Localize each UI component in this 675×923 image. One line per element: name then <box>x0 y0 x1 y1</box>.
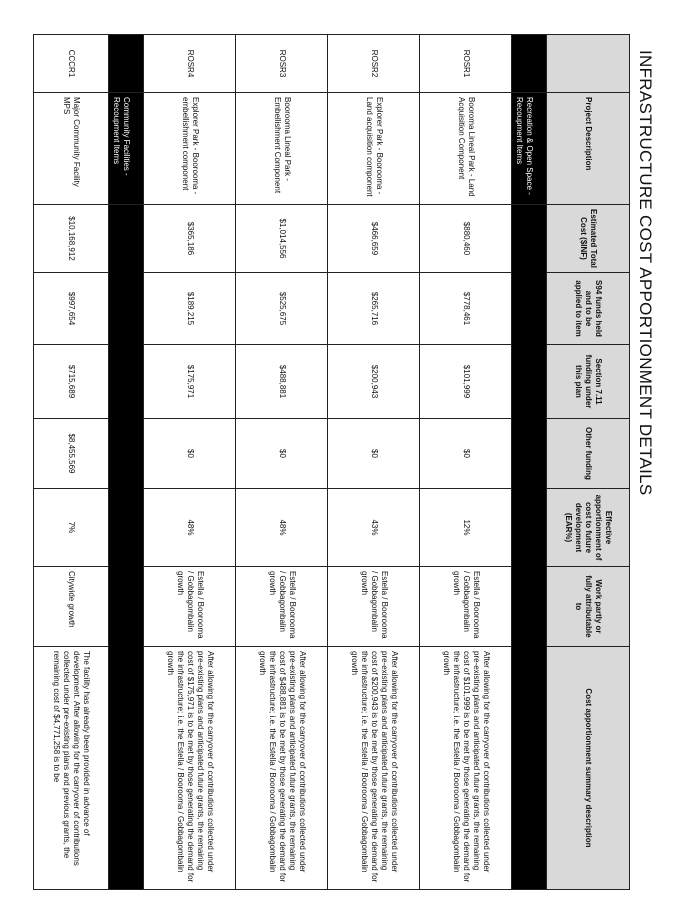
row-code: ROSR2 <box>328 35 420 93</box>
row-other-funding: $0 <box>236 419 328 489</box>
header-summary: Cost apportionment summary description <box>547 647 630 890</box>
row-attributable: Estella / Boorooma / Gobbagombalin growth <box>420 567 512 647</box>
header-s711-funding: Section 7.11 funding under this plan <box>547 345 630 419</box>
table-row <box>420 35 512 890</box>
section-title: Community Facilities - Recoupment Items <box>109 93 144 205</box>
table-row <box>34 35 109 890</box>
cost-apportionment-table <box>33 34 630 890</box>
row-ear: 43% <box>328 489 420 567</box>
row-s711-funding: $715,689 <box>34 345 109 419</box>
row-s711-funding: $175,971 <box>144 345 236 419</box>
row-s711-funding: $200,943 <box>328 345 420 419</box>
table-row <box>328 35 420 890</box>
section-title: Recreation & Open Space - Recoupment Items <box>512 93 547 205</box>
row-s711-funding: $488,881 <box>236 345 328 419</box>
row-description: Explorer Park - Boorooma - embellishment component <box>144 93 236 205</box>
header-project-description: Project Description <box>547 93 630 205</box>
row-other-funding: $0 <box>328 419 420 489</box>
row-description: Boorooma Lineal Park - Embellishment Component <box>236 93 328 205</box>
row-s94-funds: $265,716 <box>328 273 420 345</box>
table-row <box>144 35 236 890</box>
header-other-funding: Other funding <box>547 419 630 489</box>
row-s94-funds: $525,675 <box>236 273 328 345</box>
row-description: Booroma Lineal Park - Land Acquisition Component <box>420 93 512 205</box>
row-ear: 12% <box>420 489 512 567</box>
row-description: Major Community Facility MPS <box>34 93 109 205</box>
header-ear: Effective apportionment of cost to future development (EAR%) <box>547 489 630 567</box>
section-row-community <box>109 35 144 890</box>
row-ear: 48% <box>144 489 236 567</box>
row-s94-funds: $997,654 <box>34 273 109 345</box>
row-other-funding: $0 <box>420 419 512 489</box>
row-description: Explorer Park - Boorooma - Land acquisition component <box>328 93 420 205</box>
row-summary: The facility has already been provided in advance of development. After allowing for the carryover of contributions collected under pre-existing plans and previous grants, the remaining cost of $4,771,258 is to be <box>34 647 109 890</box>
row-code: ROSR3 <box>236 35 328 93</box>
row-ear: 7% <box>34 489 109 567</box>
row-summary: After allowing for the carryover of contributions collected under pre-existing plans and anticipated future grants, the remaining cost of $200,943 is to be met by those generating the demand for the infrastructure; i.e. the Estella / Boorooma / Gobbagombalin growth <box>328 647 420 890</box>
row-total-cost: $466,659 <box>328 205 420 273</box>
header-row <box>547 35 630 890</box>
row-summary: After allowing for the carryover of contributions collected under pre-existing plans and anticipated future grants, the remaining cost of $175,971 is to be met by those generating the demand for the infrastructure; i.e. the Estella / Boorooma / Gobbagombalin growth <box>144 647 236 890</box>
row-other-funding: $8,455,569 <box>34 419 109 489</box>
row-s94-funds: $189,215 <box>144 273 236 345</box>
row-total-cost: $1,014,556 <box>236 205 328 273</box>
row-total-cost: $880,460 <box>420 205 512 273</box>
header-code <box>547 35 630 93</box>
row-s94-funds: $778,461 <box>420 273 512 345</box>
section-row-recreation <box>512 35 547 890</box>
row-summary: After allowing for the carryover of contributions collected under pre-existing plans and anticipated future grants, the remaining cost of $488,881 is to be met by those generating the demand for the infrastructure; i.e. the Estella / Boorooma / Gobbagombalin growth <box>236 647 328 890</box>
row-attributable: Citywide growth <box>34 567 109 647</box>
row-summary: After allowing for the carryover of contributions collected under pre-existing plans and anticipated future grants, the remaining cost of $101,999 is to be met by those generating the demand for the infrastructure; i.e. the Estella / Boorooma / Gobbagombalin growth <box>420 647 512 890</box>
header-s94-funds: S94 funds held and to be applied to item <box>547 273 630 345</box>
row-attributable: Estella / Boorooma / Gobbagombalin growth <box>144 567 236 647</box>
section-spacer <box>512 35 547 93</box>
header-attributable: Work partly or fully attributable to <box>547 567 630 647</box>
row-ear: 48% <box>236 489 328 567</box>
row-code: ROSR1 <box>420 35 512 93</box>
section-fill <box>512 205 547 890</box>
section-fill <box>109 205 144 890</box>
row-attributable: Estella / Boorooma / Gobbagombalin growth <box>236 567 328 647</box>
section-spacer <box>109 35 144 93</box>
page-title: INFRASTRUCTURE COST APPORTIONMENT DETAILS <box>636 50 655 496</box>
table-row <box>236 35 328 890</box>
row-total-cost: $10,168,912 <box>34 205 109 273</box>
row-total-cost: $365,186 <box>144 205 236 273</box>
row-code: ROSR4 <box>144 35 236 93</box>
row-code: CCCR1 <box>34 35 109 93</box>
header-total-cost: Estimated Total Cost ($INF) <box>547 205 630 273</box>
row-other-funding: $0 <box>144 419 236 489</box>
row-s711-funding: $101,999 <box>420 345 512 419</box>
row-attributable: Estella / Boorooma / Gobbagombalin growth <box>328 567 420 647</box>
